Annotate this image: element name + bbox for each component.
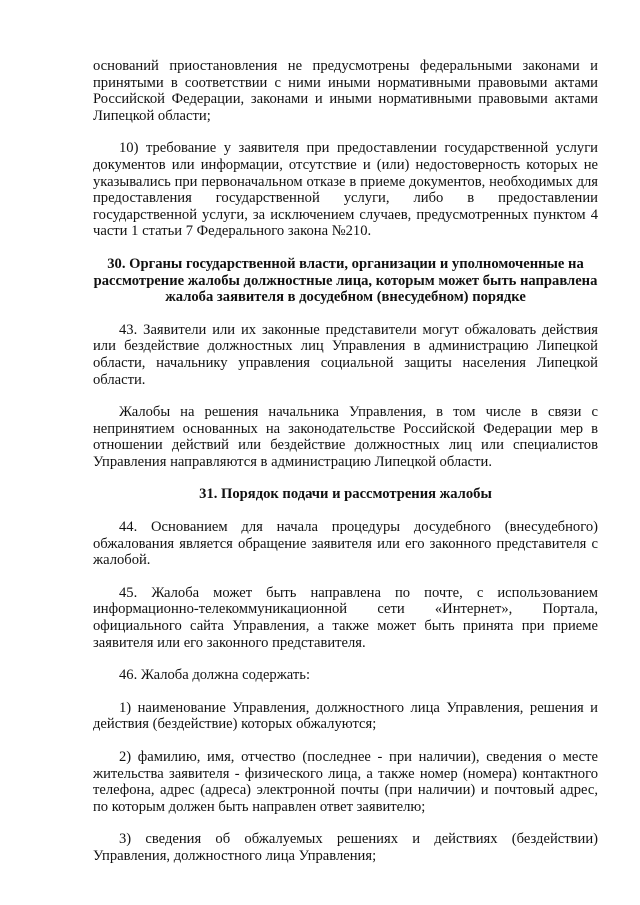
- paragraph-complaints-to-administration: Жалобы на решения начальника Управления, в том числе в связи с непринятием основанных на законодательстве Российской Федерации мер в отношении действий или бездействие должностных лиц или специалистов Управления направляются в администрацию Липецкой области.: [93, 404, 598, 470]
- paragraph-46: 46. Жалоба должна содержать:: [119, 667, 310, 684]
- list-item-3: 3) сведения об обжалуемых решениях и действиях (бездействии) Управления, должностного лица Управления;: [93, 831, 598, 864]
- paragraph-item-10: 10) требование у заявителя при предоставлении государственной услуги документов или информации, отсутствие и (или) недостоверность которых не указывались при первоначальном отказе в приеме документов, необходимых для предоставления государственной услуги, либо в предоставлении государственной услуги, за исключением случаев, предусмотренных пунктом 4 части 1 статьи 7 Федерального закона №210.: [93, 140, 598, 240]
- list-item-1: 1) наименование Управления, должностного лица Управления, решения и действия (бездействие) которых обжалуются;: [93, 699, 598, 733]
- paragraph-43: 43. Заявители или их законные представители могут обжаловать действия или бездействие должностных лиц Управления в администрацию Липецкой области, начальнику управления социальной защиты населения Липецкой области.: [93, 321, 598, 388]
- paragraph-45: 45. Жалоба может быть направлена по почте, с использованием информационно-телекоммуникационной сети «Интернет», Портала, официального сайта Управления, а также может быть принята при приеме заявителя или его законного представителя.: [93, 584, 598, 651]
- paragraph-grounds-continuation: оснований приостановления не предусмотрены федеральными законами и принятыми в соответствии с ними иными нормативными правовыми актами Российской Федерации, законами и иными нормативными правовыми актами Липецкой области;: [93, 58, 598, 124]
- paragraph-44: 44. Основанием для начала процедуры досудебного (внесудебного) обжалования является обращение заявителя или его законного представителя с жалобой.: [93, 519, 598, 569]
- section-31-heading: 31. Порядок подачи и рассмотрения жалобы: [199, 486, 492, 503]
- section-30-heading: 30. Органы государственной власти, организации и уполномоченные на рассмотрение жалобы должностные лица, которым может быть направлена жалоба заявителя в досудебном (внесудебном) порядке: [93, 255, 598, 306]
- list-item-2: 2) фамилию, имя, отчество (последнее - при наличии), сведения о месте жительства заявителя - физического лица, а также номер (номера) контактного телефона, адрес (адреса) электронной почты (при наличии) и почтовый адрес, по которым должен быть направлен ответ заявителю;: [93, 749, 598, 815]
